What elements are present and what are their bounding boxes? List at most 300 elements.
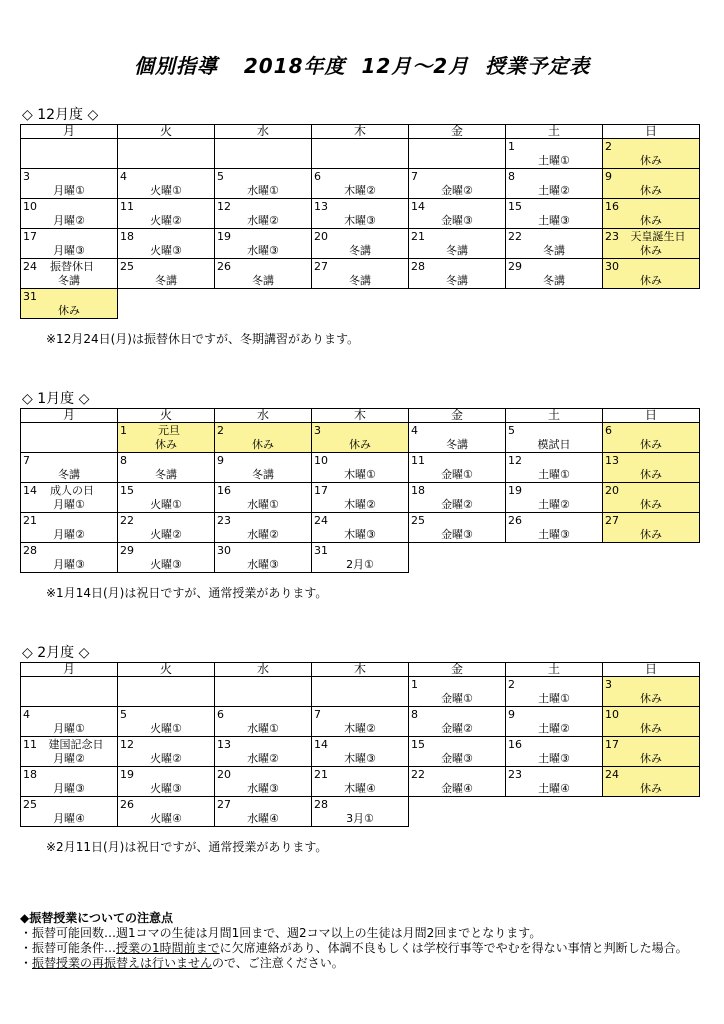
week-row <box>21 169 700 199</box>
day-number: 4 <box>120 170 127 183</box>
day-cell <box>312 767 409 797</box>
lesson-label: 2月① <box>346 558 374 571</box>
day-number: 11 <box>411 454 425 467</box>
lesson-label: 水曜③ <box>247 558 279 571</box>
day-cell <box>215 767 312 797</box>
day-cell <box>312 797 409 827</box>
day-cell <box>409 259 506 289</box>
lesson-label: 休み <box>640 692 662 705</box>
lesson-label: 木曜③ <box>344 752 376 765</box>
day-number: 10 <box>314 454 328 467</box>
lesson-label: 休み <box>640 438 662 451</box>
day-number: 6 <box>605 424 612 437</box>
day-number: 27 <box>217 798 231 811</box>
day-cell <box>21 797 118 827</box>
day-number: 19 <box>120 768 134 781</box>
day-number: 3 <box>605 678 612 691</box>
lesson-label: 水曜① <box>247 722 279 735</box>
day-number: 24 <box>23 260 37 273</box>
title-schedule: 授業予定表 <box>485 54 591 78</box>
day-number: 18 <box>120 230 134 243</box>
day-number: 21 <box>23 514 37 527</box>
day-cell <box>506 169 603 199</box>
week-row <box>21 513 700 543</box>
calendar-table <box>20 124 700 319</box>
lesson-label: 冬講 <box>349 274 371 287</box>
day-number: 30 <box>217 544 231 557</box>
lesson-label: 月曜③ <box>53 558 85 571</box>
weekday-header: 月 <box>21 125 118 139</box>
day-number: 21 <box>314 768 328 781</box>
lesson-label: 休み <box>349 438 371 451</box>
day-number: 20 <box>314 230 328 243</box>
day-number: 12 <box>217 200 231 213</box>
lesson-label: 木曜③ <box>344 528 376 541</box>
day-cell <box>409 169 506 199</box>
day-number: 23 <box>605 230 619 243</box>
day-number: 26 <box>217 260 231 273</box>
lesson-label: 冬講 <box>58 274 80 287</box>
day-number: 2 <box>217 424 224 437</box>
blank-area <box>603 543 700 573</box>
day-number: 1 <box>120 424 127 437</box>
weekday-header: 金 <box>409 409 506 423</box>
lesson-label: 土曜③ <box>538 214 570 227</box>
lesson-label: 水曜② <box>247 214 279 227</box>
weekday-header: 木 <box>312 663 409 677</box>
lesson-label: 火曜③ <box>150 782 182 795</box>
day-cell <box>118 707 215 737</box>
day-number: 10 <box>23 200 37 213</box>
day-number: 4 <box>411 424 418 437</box>
day-number: 15 <box>508 200 522 213</box>
blank-area <box>506 543 603 573</box>
day-cell <box>603 423 700 453</box>
day-cell <box>21 229 118 259</box>
day-cell <box>506 423 603 453</box>
day-number: 24 <box>605 768 619 781</box>
day-number: 12 <box>508 454 522 467</box>
blank-area <box>603 797 700 827</box>
day-cell <box>603 453 700 483</box>
day-cell <box>312 737 409 767</box>
day-cell <box>312 423 409 453</box>
day-number: 2 <box>605 140 612 153</box>
lesson-label: 水曜③ <box>247 244 279 257</box>
lesson-label: 休み <box>640 154 662 167</box>
lesson-label: 水曜① <box>247 498 279 511</box>
lesson-label: 土曜① <box>538 692 570 705</box>
weekday-header: 水 <box>215 125 312 139</box>
day-number: 22 <box>508 230 522 243</box>
empty-day-cell <box>215 139 312 169</box>
day-number: 11 <box>120 200 134 213</box>
blank-area <box>215 289 312 319</box>
lesson-label: 休み <box>155 438 177 451</box>
day-cell <box>215 199 312 229</box>
lesson-label: 水曜③ <box>247 782 279 795</box>
blank-area <box>506 797 603 827</box>
holiday-name: 建国記念日 <box>48 738 104 751</box>
day-cell <box>312 453 409 483</box>
lesson-label: 火曜② <box>150 752 182 765</box>
day-cell <box>21 767 118 797</box>
weekday-header: 木 <box>312 409 409 423</box>
day-cell <box>215 797 312 827</box>
day-number: 25 <box>411 514 425 527</box>
day-cell <box>409 707 506 737</box>
day-cell <box>21 199 118 229</box>
lesson-label: 土曜② <box>538 722 570 735</box>
lesson-label: 月曜② <box>53 214 85 227</box>
day-number: 14 <box>411 200 425 213</box>
week-row <box>21 259 700 289</box>
day-number: 31 <box>314 544 328 557</box>
lesson-label: 冬講 <box>252 468 274 481</box>
weekday-header: 日 <box>603 663 700 677</box>
day-number: 25 <box>23 798 37 811</box>
day-number: 13 <box>314 200 328 213</box>
lesson-label: 土曜④ <box>538 782 570 795</box>
day-cell <box>603 169 700 199</box>
week-row <box>21 677 700 707</box>
lesson-label: 月曜① <box>53 184 85 197</box>
day-number: 9 <box>508 708 515 721</box>
day-cell <box>603 139 700 169</box>
lesson-label: 月曜③ <box>53 244 85 257</box>
day-cell <box>312 229 409 259</box>
notice-title: ◆振替授業についての注意点 <box>20 911 173 925</box>
day-cell <box>312 707 409 737</box>
day-number: 19 <box>217 230 231 243</box>
day-cell <box>21 707 118 737</box>
day-cell <box>506 707 603 737</box>
day-cell <box>409 737 506 767</box>
day-number: 24 <box>314 514 328 527</box>
lesson-label: 土曜② <box>538 498 570 511</box>
weekday-header: 火 <box>118 125 215 139</box>
day-number: 30 <box>605 260 619 273</box>
weekday-header: 金 <box>409 663 506 677</box>
day-number: 23 <box>217 514 231 527</box>
lesson-label: 冬講 <box>446 274 468 287</box>
day-cell <box>118 453 215 483</box>
weekday-header: 金 <box>409 125 506 139</box>
day-cell <box>409 677 506 707</box>
lesson-label: 火曜③ <box>150 558 182 571</box>
lesson-label: 冬講 <box>543 244 565 257</box>
lesson-label: 土曜② <box>538 184 570 197</box>
day-cell <box>118 229 215 259</box>
lesson-label: 土曜① <box>538 154 570 167</box>
note-february: ※2月11日(月)は祝日ですが、通常授業があります。 <box>46 840 328 854</box>
lesson-label: 休み <box>640 528 662 541</box>
week-row <box>21 139 700 169</box>
lesson-label: 冬講 <box>446 244 468 257</box>
day-number: 22 <box>120 514 134 527</box>
day-cell <box>118 513 215 543</box>
weekday-header-row <box>21 125 700 139</box>
weekday-header: 土 <box>506 409 603 423</box>
day-cell <box>312 483 409 513</box>
day-cell <box>21 513 118 543</box>
lesson-label: 月曜④ <box>53 812 85 825</box>
day-number: 27 <box>605 514 619 527</box>
day-number: 17 <box>23 230 37 243</box>
lesson-label: 木曜② <box>344 498 376 511</box>
lesson-label: 金曜② <box>441 498 473 511</box>
lesson-label: 休み <box>640 752 662 765</box>
day-cell <box>603 737 700 767</box>
day-number: 7 <box>23 454 30 467</box>
day-cell <box>118 483 215 513</box>
day-number: 27 <box>314 260 328 273</box>
day-cell <box>409 199 506 229</box>
week-row <box>21 707 700 737</box>
blank-area <box>409 289 506 319</box>
lesson-label: 火曜② <box>150 528 182 541</box>
lesson-label: 火曜② <box>150 214 182 227</box>
lesson-label: 木曜④ <box>344 782 376 795</box>
lesson-label: 火曜③ <box>150 244 182 257</box>
day-cell <box>215 543 312 573</box>
lesson-label: 火曜④ <box>150 812 182 825</box>
calendar-table <box>20 662 700 827</box>
day-number: 9 <box>217 454 224 467</box>
day-cell <box>215 707 312 737</box>
blank-area <box>409 543 506 573</box>
day-number: 7 <box>411 170 418 183</box>
lesson-label: 月曜③ <box>53 782 85 795</box>
day-cell <box>603 513 700 543</box>
lesson-label: 休み <box>640 184 662 197</box>
day-number: 5 <box>120 708 127 721</box>
week-row <box>21 229 700 259</box>
lesson-label: 冬講 <box>349 244 371 257</box>
day-cell <box>215 483 312 513</box>
week-row <box>21 289 700 319</box>
day-cell <box>118 423 215 453</box>
day-cell <box>21 543 118 573</box>
day-number: 31 <box>23 290 37 303</box>
lesson-label: 休み <box>640 244 662 257</box>
day-cell <box>603 677 700 707</box>
weekday-header: 木 <box>312 125 409 139</box>
day-cell <box>312 199 409 229</box>
lesson-label: 金曜② <box>441 722 473 735</box>
title-period: 12月～2月 <box>361 54 470 78</box>
lesson-label: 月曜② <box>53 528 85 541</box>
blank-area <box>506 289 603 319</box>
day-cell <box>118 797 215 827</box>
lesson-label: 冬講 <box>252 274 274 287</box>
lesson-label: 木曜① <box>344 468 376 481</box>
month-heading: ◇ 12月度 ◇ <box>22 107 99 123</box>
lesson-label: 模試日 <box>537 438 571 451</box>
day-number: 3 <box>23 170 30 183</box>
day-cell <box>118 737 215 767</box>
day-number: 11 <box>23 738 37 751</box>
lesson-label: 冬講 <box>543 274 565 287</box>
weekday-header: 土 <box>506 663 603 677</box>
blank-area <box>603 289 700 319</box>
lesson-label: 冬講 <box>446 438 468 451</box>
day-cell <box>215 737 312 767</box>
day-number: 29 <box>120 544 134 557</box>
day-cell <box>506 139 603 169</box>
week-row <box>21 737 700 767</box>
day-cell <box>21 453 118 483</box>
day-number: 19 <box>508 484 522 497</box>
day-cell <box>215 259 312 289</box>
day-cell <box>409 483 506 513</box>
lesson-label: 月曜① <box>53 722 85 735</box>
blank-area <box>118 289 215 319</box>
day-cell <box>409 453 506 483</box>
lesson-label: 水曜① <box>247 184 279 197</box>
day-number: 13 <box>217 738 231 751</box>
day-cell <box>118 259 215 289</box>
notice-line-count: ・振替可能回数…週1コマの生徒は月間1回まで、週2コマ以上の生徒は月間2回までとなります。 <box>20 926 542 940</box>
day-cell <box>21 259 118 289</box>
calendar-december <box>20 106 696 319</box>
weekday-header-row <box>21 409 700 423</box>
day-number: 1 <box>411 678 418 691</box>
lesson-label: 冬講 <box>155 274 177 287</box>
day-cell <box>409 767 506 797</box>
day-number: 1 <box>508 140 515 153</box>
notice-line-condition: ・振替可能条件…授業の1時間前までに欠席連絡があり、体調不良もしくは学校行事等でやむを得ない事情と判断した場合。 <box>20 941 688 955</box>
day-cell <box>506 513 603 543</box>
day-number: 12 <box>120 738 134 751</box>
lesson-label: 休み <box>640 722 662 735</box>
day-cell <box>312 259 409 289</box>
empty-day-cell <box>409 139 506 169</box>
lesson-label: 土曜③ <box>538 528 570 541</box>
lesson-label: 冬講 <box>58 468 80 481</box>
day-number: 13 <box>605 454 619 467</box>
day-cell <box>506 767 603 797</box>
lesson-label: 土曜① <box>538 468 570 481</box>
lesson-label: 水曜② <box>247 752 279 765</box>
lesson-label: 木曜② <box>344 184 376 197</box>
title-school: 個別指導 <box>133 54 218 78</box>
day-cell <box>409 513 506 543</box>
day-number: 4 <box>23 708 30 721</box>
lesson-label: 休み <box>58 304 80 317</box>
lesson-label: 金曜③ <box>441 214 473 227</box>
weekday-header: 月 <box>21 663 118 677</box>
day-number: 28 <box>314 798 328 811</box>
day-number: 16 <box>217 484 231 497</box>
day-cell <box>21 737 118 767</box>
day-number: 26 <box>508 514 522 527</box>
day-cell <box>118 199 215 229</box>
week-row <box>21 423 700 453</box>
day-number: 3 <box>314 424 321 437</box>
day-number: 20 <box>605 484 619 497</box>
day-number: 28 <box>23 544 37 557</box>
lesson-label: 水曜② <box>247 528 279 541</box>
day-cell <box>215 169 312 199</box>
day-number: 8 <box>120 454 127 467</box>
weekday-header: 水 <box>215 663 312 677</box>
day-cell <box>603 259 700 289</box>
day-cell <box>215 229 312 259</box>
calendar-table <box>20 408 700 573</box>
lesson-label: 火曜① <box>150 722 182 735</box>
day-cell <box>215 513 312 543</box>
day-number: 14 <box>23 484 37 497</box>
lesson-label: 金曜① <box>441 468 473 481</box>
day-number: 17 <box>314 484 328 497</box>
day-number: 18 <box>23 768 37 781</box>
lesson-label: 金曜① <box>441 692 473 705</box>
page-title <box>0 50 724 79</box>
lesson-label: 休み <box>640 498 662 511</box>
day-number: 5 <box>217 170 224 183</box>
empty-day-cell <box>118 677 215 707</box>
lesson-label: 火曜① <box>150 498 182 511</box>
day-cell <box>506 677 603 707</box>
lesson-label: 休み <box>252 438 274 451</box>
lesson-label: 休み <box>640 782 662 795</box>
holiday-name: 成人の日 <box>50 484 94 497</box>
holiday-name: 元旦 <box>158 424 180 437</box>
week-row <box>21 483 700 513</box>
empty-day-cell <box>118 139 215 169</box>
day-number: 6 <box>217 708 224 721</box>
lesson-label: 金曜③ <box>441 528 473 541</box>
weekday-header: 火 <box>118 663 215 677</box>
month-heading: ◇ 2月度 ◇ <box>22 645 90 661</box>
day-number: 18 <box>411 484 425 497</box>
lesson-label: 火曜① <box>150 184 182 197</box>
day-number: 15 <box>120 484 134 497</box>
day-number: 2 <box>508 678 515 691</box>
day-cell <box>409 423 506 453</box>
day-number: 28 <box>411 260 425 273</box>
weekday-header: 火 <box>118 409 215 423</box>
day-number: 15 <box>411 738 425 751</box>
lesson-label: 冬講 <box>155 468 177 481</box>
day-number: 23 <box>508 768 522 781</box>
day-cell <box>409 229 506 259</box>
holiday-name: 振替休日 <box>50 260 94 273</box>
day-cell <box>312 543 409 573</box>
day-number: 21 <box>411 230 425 243</box>
day-number: 25 <box>120 260 134 273</box>
lesson-label: 金曜④ <box>441 782 473 795</box>
day-cell <box>118 169 215 199</box>
day-number: 7 <box>314 708 321 721</box>
lesson-label: 休み <box>640 274 662 287</box>
day-number: 14 <box>314 738 328 751</box>
day-cell <box>118 543 215 573</box>
day-cell <box>506 483 603 513</box>
lesson-label: 土曜③ <box>538 752 570 765</box>
calendar-january <box>20 390 696 573</box>
note-december: ※12月24日(月)は振替休日ですが、冬期講習があります。 <box>46 332 359 346</box>
day-number: 9 <box>605 170 612 183</box>
weekday-header: 日 <box>603 125 700 139</box>
day-number: 16 <box>508 738 522 751</box>
day-number: 20 <box>217 768 231 781</box>
lesson-label: 木曜③ <box>344 214 376 227</box>
weekday-header: 月 <box>21 409 118 423</box>
lesson-label: 月曜① <box>53 498 85 511</box>
week-row <box>21 453 700 483</box>
